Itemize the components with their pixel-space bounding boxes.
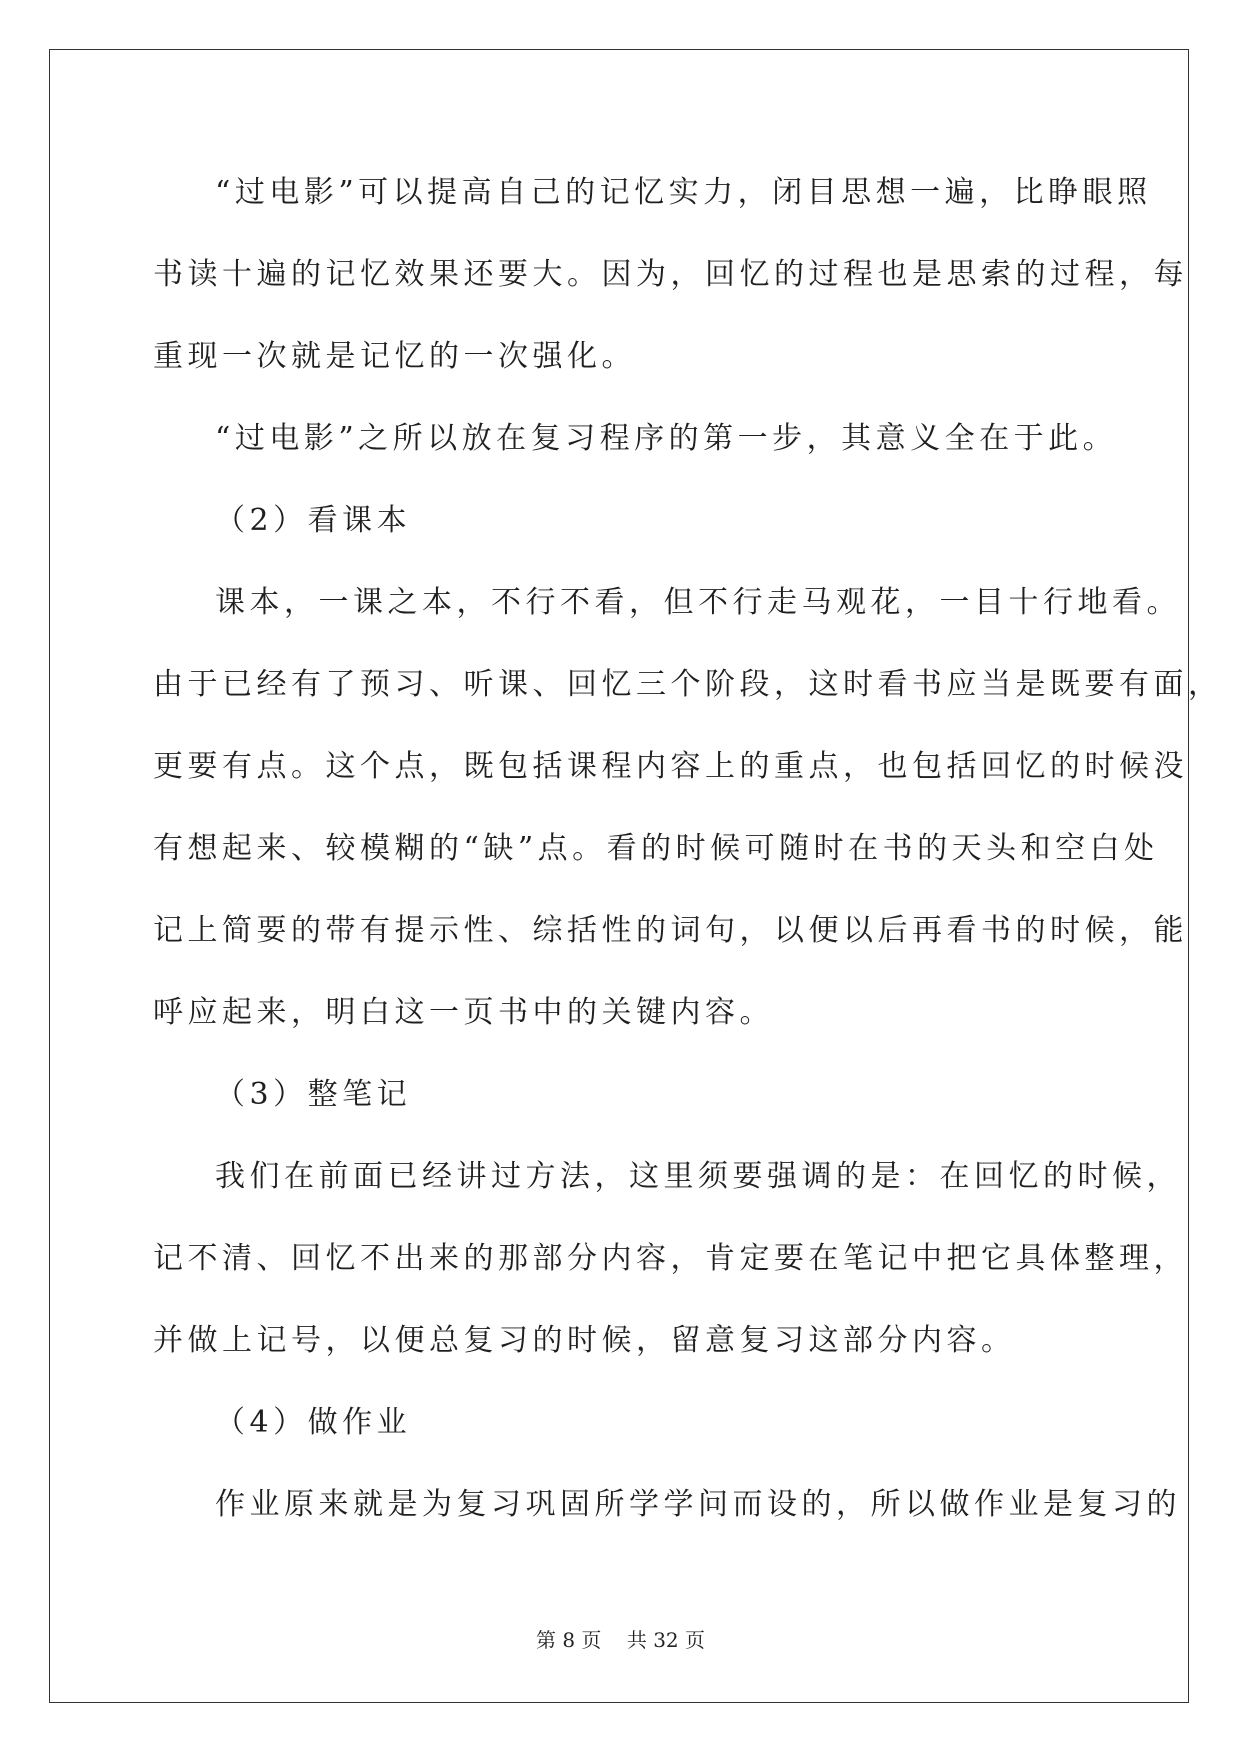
paragraph-line: 我们在前面已经讲过方法，这里须要强调的是：在回忆的时候，: [215, 1159, 1181, 1194]
document-body: [153, 163, 1223, 1557]
page-footer: [0, 1624, 1241, 1653]
section-heading: （3）整笔记: [215, 1077, 412, 1112]
section-heading: （2）看课本: [215, 503, 412, 538]
paragraph-line: 由于已经有了预习、听课、回忆三个阶段，这时看书应当是既要有面，: [153, 667, 1223, 702]
paragraph-line: “过电影”可以提高自己的记忆实力，闭目思想一遍，比睁眼照: [215, 175, 1152, 210]
section-heading: （4）做作业: [215, 1405, 412, 1440]
paragraph-line: 重现一次就是记忆的一次强化。: [153, 339, 636, 374]
paragraph-line: 课本，一课之本，不行不看，但不行走马观花，一目十行地看。: [215, 585, 1181, 620]
paragraph-line: 更要有点。这个点，既包括课程内容上的重点，也包括回忆的时候没: [153, 749, 1188, 784]
paragraph-line: 记上简要的带有提示性、综括性的词句，以便以后再看书的时候，能: [153, 913, 1188, 948]
paragraph-line: 有想起来、较模糊的“缺”点。看的时候可随时在书的天头和空白处: [153, 831, 1159, 866]
paragraph-line: 书读十遍的记忆效果还要大。因为，回忆的过程也是思索的过程，每: [153, 257, 1188, 292]
paragraph-line: 作业原来就是为复习巩固所学学问而设的，所以做作业是复习的: [215, 1487, 1181, 1522]
page-number: 第 8 页 共 32 页: [535, 1628, 706, 1652]
paragraph-line: “过电影”之所以放在复习程序的第一步，其意义全在于此。: [215, 421, 1118, 456]
paragraph-line: 呼应起来，明白这一页书中的关键内容。: [153, 995, 774, 1030]
paragraph-line: 记不清、回忆不出来的那部分内容，肯定要在笔记中把它具体整理，: [153, 1241, 1188, 1276]
paragraph-line: 并做上记号，以便总复习的时候，留意复习这部分内容。: [153, 1323, 1016, 1358]
